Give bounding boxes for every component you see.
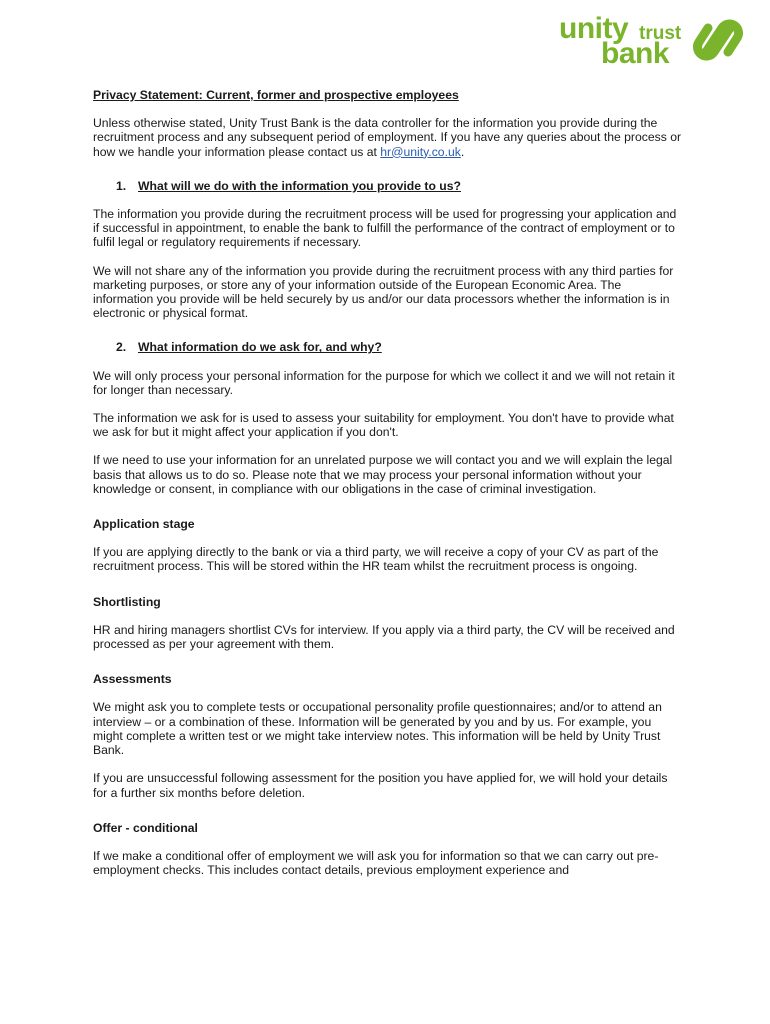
- section-2-title: What information do we ask for, and why?: [138, 340, 382, 355]
- unity-link-icon: [692, 14, 744, 66]
- shortlisting-heading: Shortlisting: [93, 594, 161, 609]
- assessments-heading: Assessments: [93, 672, 172, 687]
- section-2-paragraph-2: The information we ask for is used to assess your suitability for employment. You don't have to provide what we ask for but it might affect your application if you don't.: [93, 411, 674, 440]
- offer-conditional-paragraph: If we make a conditional offer of employment we will ask you for information so that we can carry out pre-employment checks. This includes contact details, previous employment experience and: [93, 848, 659, 878]
- assessments-paragraph-2: If you are unsuccessful following assessment for the position you have applied for, we will hold your details for a further six months before deletion.: [93, 771, 668, 800]
- section-2-paragraph-3: If we need to use your information for an unrelated purpose we will contact you and we will explain the legal basis that allows us to do so. Please note that we may process your personal information without your knowledge or consent, in compliance with our obligations in the case of criminal investigation.: [93, 453, 673, 496]
- assessments-paragraph-1: We might ask you to complete tests or occupational personality profile questionnaires; and/or to attend an interview – or a combination of these. Information will be generated by you and by us. For example, you might complete a written test or we might take interview notes. This information will be held by Unity Trust Bank.: [93, 700, 662, 758]
- intro-paragraph: [93, 116, 683, 159]
- hr-email-link[interactable]: hr@unity.co.uk: [380, 144, 461, 159]
- logo-word-trust: trust: [639, 23, 682, 44]
- section-1-paragraph-2: We will not share any of the information you provide during the recruitment process with any third parties for marketing purposes, or store any of your information outside of the European Economic Area. The information you provide will be held securely by us and/or our data processors whether the information is in electronic or physical format.: [93, 263, 674, 321]
- logo-word-bank: bank: [601, 37, 670, 70]
- section-2-paragraph-1: We will only process your personal information for the purpose for which we collect it and we will not retain it for longer than necessary.: [93, 368, 675, 397]
- shortlisting-paragraph: HR and hiring managers shortlist CVs for interview. If you apply via a third party, the CV will be received and processed as per your agreement with them.: [93, 622, 675, 652]
- application-stage-heading: Application stage: [93, 517, 195, 532]
- document-title: Privacy Statement: Current, former and prospective employees: [93, 88, 459, 102]
- intro-end: .: [460, 144, 465, 159]
- section-1-title: What will we do with the information you provide to us?: [138, 178, 461, 193]
- logo-word-unity: unity: [559, 12, 629, 45]
- section-2-number: 2.: [116, 340, 127, 355]
- offer-conditional-heading: Offer - conditional: [93, 820, 198, 835]
- section-1-number: 1.: [116, 178, 127, 193]
- application-stage-paragraph: If you are applying directly to the bank or via a third party, we will receive a copy of your CV as part of the recruitment process. This will be stored within the HR team whilst the recruitment process is ongoing.: [93, 545, 659, 574]
- section-2-heading: [93, 340, 683, 354]
- unity-trust-bank-logo: [555, 12, 745, 68]
- intro-text: Unless otherwise stated, Unity Trust Bank is the data controller for the information you provide during the recruitment process and any subsequent period of employment. If you have any queries about the process or how we handle your information please contact us at: [93, 116, 682, 159]
- section-1-heading: [93, 179, 683, 193]
- privacy-statement-document: [93, 88, 683, 877]
- section-1-paragraph-1: The information you provide during the recruitment process will be used for progressing your application and if successful in appointment, to enable the bank to fulfill the performance of the contract of employment or to fulfil legal or regulatory requirements if necessary.: [93, 207, 677, 250]
